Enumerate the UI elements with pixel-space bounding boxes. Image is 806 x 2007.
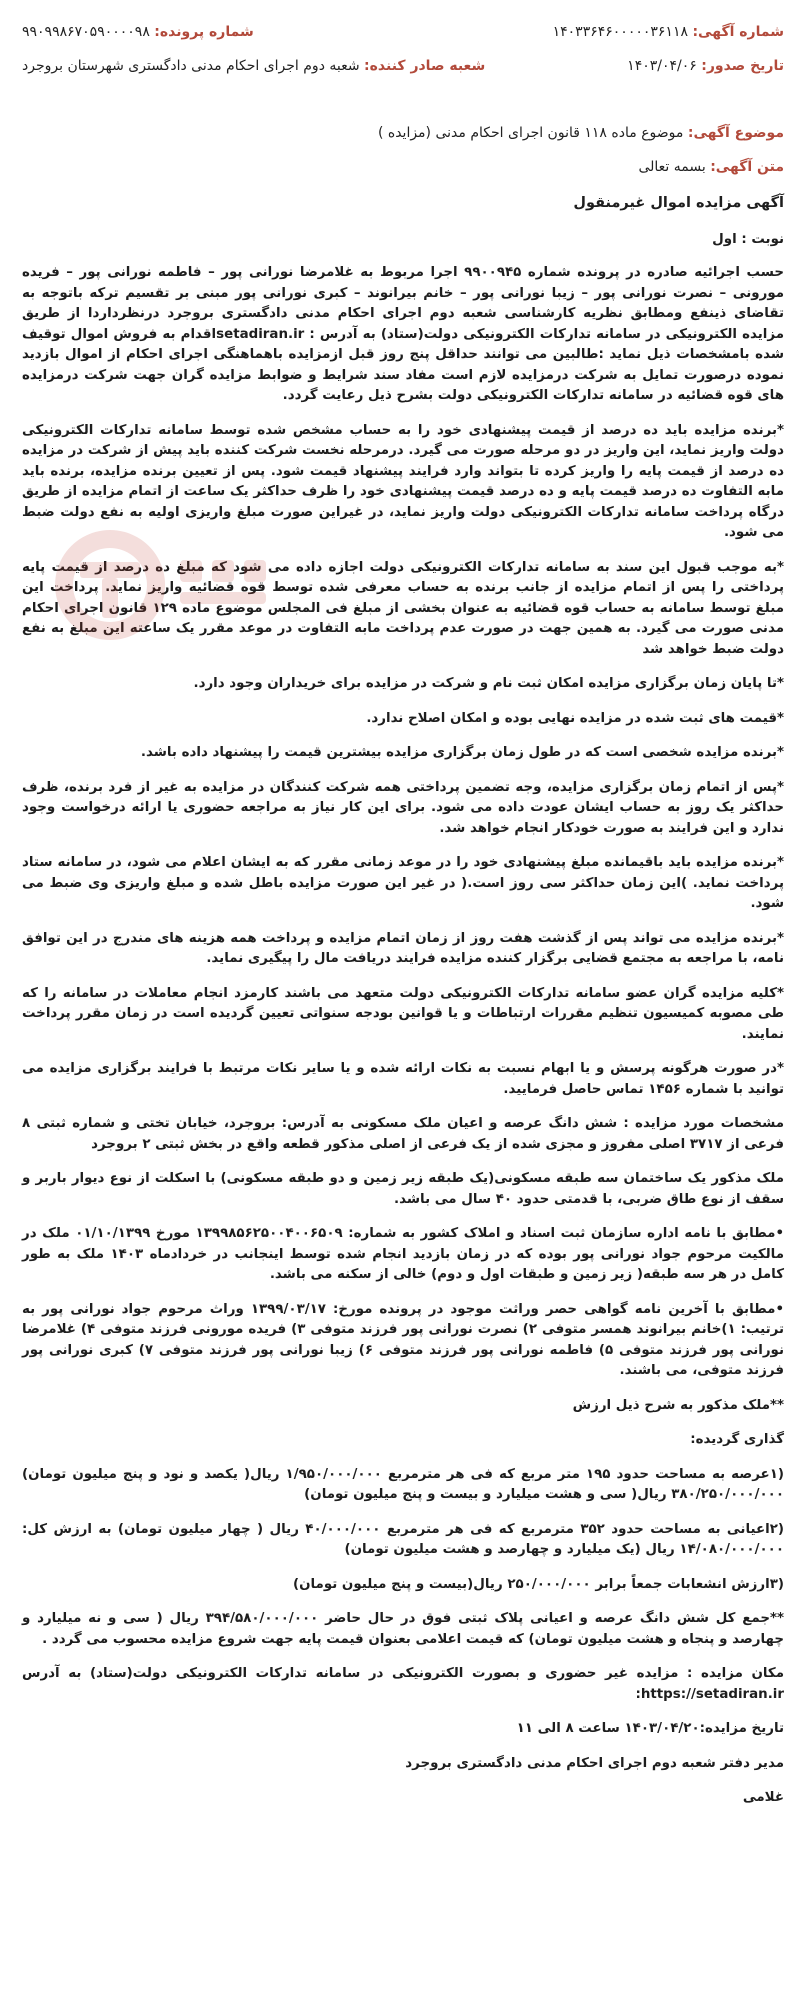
paragraph: *در صورت هرگونه پرسش و یا ابهام نسبت به نکات ارائه شده و یا سایر نکات مرتبط با فرایند برگزاری مزایده می توانید با شماره ۱۴۵۶ تماس حاصل فرمایید. [22, 1061, 784, 1097]
page [0, 22, 806, 2007]
paragraph: *قیمت های ثبت شده در مزایده نهایی بوده و امکان اصلاح ندارد. [366, 710, 784, 726]
case-number-label: شماره پرونده: [154, 24, 254, 40]
valuation-land: (۱عرصه به مساحت حدود ۱۹۵ متر مربع که فی هر مترمربع ۱/۹۵۰/۰۰۰/۰۰۰ ریال( یکصد و نود و پنج میلیون تومان) ۳۸۰/۲۵۰/۰۰۰/۰۰۰ ریال( سی و هشت میلیارد و بیست و پنج میلیون تومان) [22, 1466, 785, 1502]
issuing-branch-field [22, 56, 485, 76]
signatory-title: مدیر دفتر شعبه دوم اجرای احکام مدنی دادگستری بروجرد [405, 1755, 784, 1771]
ad-body [22, 193, 784, 1809]
valuation-total: **جمع کل شش دانگ عرصه و اعیانی پلاک ثبتی فوق در حال حاضر ۳۹۴/۵۸۰/۰۰۰/۰۰۰ ریال ( سی و نه میلیارد و چهارصد و پنجاه و هشت میلیون تومان) که قیمت اعلامی بعنوان قیمت پایه جهت شروع مزایده محسوب می گردد . [22, 1611, 784, 1647]
heirs-list: •مطابق با آخرین نامه گواهی حصر وراثت موجود در پرونده مورخ: ۱۳۹۹/۰۳/۱۷ وراث مرحوم جواد نورانی پور به ترتیب: ۱)خانم بیرانوند همسر متوفی ۲) نصرت نورانی پور فرزند متوفی ۳) فریده مورونی فرزند متوفی ۴) غلامرضا نورانی پور فرزند متوفی ۵) فاطمه نورانی پور فرزند متوفی ۶) زیبا نورانی پور فرزند متوفی ۷) کبری نورانی پور فرزند متوفی، می باشند. [22, 1301, 785, 1378]
text-row [22, 157, 784, 177]
subject-row [22, 123, 784, 143]
paragraph: *تا پایان زمان برگزاری مزایده امکان ثبت نام و شرکت در مزایده برای خریداران وجود دارد. [193, 676, 784, 691]
paragraph: *برنده مزایده باید باقیمانده مبلغ پیشنهادی خود را در موعد زمانی مقرر که به ایشان اعلام می شود، در سامانه ستاد پرداخت نماید. )این زمان حداکثر سی روز است.( در غیر این صورت مزایده باطل شده و مبلغ واریزی وی ضبط می شود. [22, 855, 784, 911]
paragraph: *برنده مزایده باید ده درصد از قیمت پیشنهادی خود را به حساب مشخص شده توسط سامانه تدارکات الکترونیکی دولت واریز نماید، این واریز در دو مرحله صورت می گیرد. درمرحله نخست شرکت کننده باید پیش از شرکت در مزایده ده درصد از قیمت پایه را واریز کرده تا بتواند وارد فرایند پیشنهاد قیمت شود. پس از تعیین برنده مزایده، برنده باید مابه التفاوت ده درصد قیمت پایه و ده درصد قیمت پیشنهادی خود را ظرف حداکثر یک ساعت از اتمام مزایده از طریق درگاه پرداخت سامانه تدارکات الکترونیکی دولت واریز نماید، در غیراین صورت مبلغ واریزی اولیه به نفع دولت ضبط می شود. [22, 422, 784, 540]
signatory-name: غلامی [742, 1790, 784, 1805]
registry-letter: •مطابق با نامه اداره سازمان ثبت اسناد و املاک کشور به شماره: ۱۳۹۹۸۵۶۲۵۰۰۴۰۰۶۵۰۹ مورخ ۰۱/۱۰/۱۳۹۹ ملک در مالکیت مرحوم جواد نورانی پور بوده که در زمان بازدید انجام شده توسط اینجانب در خردادماه ۱۴۰۳ ملک به طور کامل در هر سه طبقه( زیر زمین و طبقات اول و دوم) خالی از سکنه می باشد. [22, 1226, 784, 1282]
auction-date: تاریخ مزایده:۱۴۰۳/۰۴/۲۰ ساعت ۸ الی ۱۱ [516, 1721, 784, 1736]
issue-date-field [627, 56, 784, 76]
property-spec: مشخصات مورد مزایده : شش دانگ عرصه و اعیان ملک مسکونی به آدرس: بروجرد، خیابان تختی و شماره ثبتی ۸ فرعی از ۳۷۱۷ اصلی مفروز و مجزی شده از یک فرعی از اصلی مذکور قطعه واقع در بخش ثبتی ۲ بروجرد [22, 1116, 784, 1152]
valuation-intro: **ملک مذکور به شرح ذیل ارزش [572, 1397, 784, 1413]
text-value: بسمه تعالی [638, 159, 706, 175]
issue-date-label: تاریخ صدور: [701, 58, 784, 74]
valuation-intro-cont: گذاری گردیده: [690, 1432, 784, 1447]
case-number-value: ۹۹۰۹۹۸۶۷۰۵۹۰۰۰۰۹۸ [22, 24, 150, 40]
issue-date-value: ۱۴۰۳/۰۴/۰۶ [627, 58, 697, 74]
valuation-building: (۲اعیانی به مساحت حدود ۳۵۲ مترمربع که فی هر مترمربع ۴۰/۰۰۰/۰۰۰ ریال ( چهار میلیون تومان) به ارزش کل: ۱۴/۰۸۰/۰۰۰/۰۰۰ ریال (یک میلیارد و چهارصد و هشت میلیون تومان) [22, 1521, 784, 1557]
paragraph: *پس از اتمام زمان برگزاری مزایده، وجه تضمین پرداختی همه شرکت کنندگان در مزایده به غیر از فرد برنده، ظرف حداکثر یک روز به حساب ایشان عودت داده می شود. برای این کار نیاز به مراجعه حضوری یا ارائه درخواست وجود ندارد و این فرایند به صورت خودکار انجام خواهد شد. [22, 779, 784, 836]
header-row-1 [22, 22, 784, 42]
property-description: ملک مذکور یک ساختمان سه طبقه مسکونی(یک طبقه زیر زمین و دو طبقه مسکونی) با اسکلت از نوع دیوار باربر و سقف از نوع طاق ضربی، با قدمتی حدود ۴۰ سال می باشد. [22, 1171, 784, 1207]
round-line: نوبت : اول [712, 231, 784, 247]
subject-value: موضوع ماده ۱۱۸ قانون اجرای احکام مدنی (مزایده ) [377, 125, 684, 141]
ad-number-value: ۱۴۰۳۳۶۴۶۰۰۰۰۰۳۶۱۱۸ [552, 24, 688, 40]
ad-number-label: شماره آگهی: [692, 24, 784, 40]
header-row-2 [22, 56, 784, 76]
ad-title: آگهی مزایده اموال غیرمنقول [573, 195, 784, 211]
valuation-utilities: (۳ارزش انشعابات جمعاً برابر ۲۵۰/۰۰۰/۰۰۰ ریال(بیست و پنج میلیون تومان) [292, 1576, 784, 1592]
issuing-branch-value: شعبه دوم اجرای احکام مدنی دادگستری شهرستان بروجرد [22, 58, 360, 74]
paragraph: *کلیه مزایده گران عضو سامانه تدارکات الکترونیکی دولت متعهد می باشند کارمزد انجام معاملات در سامانه را که طی مصوبه کمیسیون تنظیم مقررات ارتباطات و یا قوانین بودجه سنواتی تعیین گردیده است در زمان مقرر پرداخت نمایند. [22, 985, 784, 1042]
paragraph: *به موجب قبول این سند به سامانه تدارکات الکترونیکی دولت اجازه داده می شود که مبلغ ده درصد از قیمت پایه پرداختی را پس از اتمام مزایده از جانب برنده به حساب معرفی شده توسط قوه قضائیه واریز نماید. پرداخت این مبلغ توسط سامانه به حساب قوه قضائیه به عنوان بخشی از مبلغ فی المجلس موضوع ماده ۱۲۹ قانون اجرای احکام مدنی صورت می گیرد. به همین جهت در صورت عدم پرداخت مابه التفاوت در موعد مقرر یک ساعته این مبلغ به نفع دولت ضبط خواهد شد [22, 559, 784, 657]
issuing-branch-label: شعبه صادر کننده: [364, 58, 486, 74]
case-number-field [22, 22, 254, 42]
subject-label: موضوع آگهی: [687, 125, 784, 141]
paragraph: *برنده مزایده می تواند پس از گذشت هفت روز از زمان اتمام مزایده و پرداخت همه هزینه های مندرج در این توافق نامه، با مراجعه به مجتمع قضایی برگزار کننده مزایده فرایند دریافت مال را پیگیری نماید. [22, 930, 784, 966]
paragraph: حسب اجرائیه صادره در پرونده شماره ۹۹۰۰۹۴۵ اجرا مربوط به غلامرضا نورانی پور – فاطمه نورانی پور – فریده مورونی – نصرت نورانی پور – زیبا نورانی پور – خانم بیرانوند – کبری نورانی پور مبنی بر تقسیم ترکه باتوجه به تقاضای ذینفع ومطابق نظریه کارشناسی شعبه دوم اجرای احکام مدنی دادگستری بروجرد درنظرداردا از طریق مزایده الکترونیکی در سامانه تدارکات الکترونیکی دولت(ستاد) به آدرس : setadiran.irاقدام به فروش اموال توقیف شده بامشخصات ذیل نماید :طالبین می توانند حداقل پنج روز قبل ازمزایده باهماهنگی اجرای احکام از اموال بازدید نموده درصورت تمایل به شرکت درمزایده لازم است مفاد سند شرایط و ضوابط مزایده گران جهت شرکت درمزایده های قوه قضائیه در سامانه تدارکات الکترونیکی دولت بشرح ذیل رعایت گردد. [22, 265, 785, 403]
ad-number-field [553, 22, 784, 42]
auction-location: مکان مزایده : مزایده غیر حضوری و بصورت الکترونیکی در سامانه تدارکات الکترونیکی دولت(ستاد) به آدرس https://setadiran.ir: [22, 1666, 784, 1702]
paragraph: *برنده مزایده شخصی است که در طول زمان برگزاری مزایده بیشترین قیمت را پیشنهاد داده باشد. [140, 745, 784, 760]
text-label: متن آگهی: [710, 159, 784, 175]
